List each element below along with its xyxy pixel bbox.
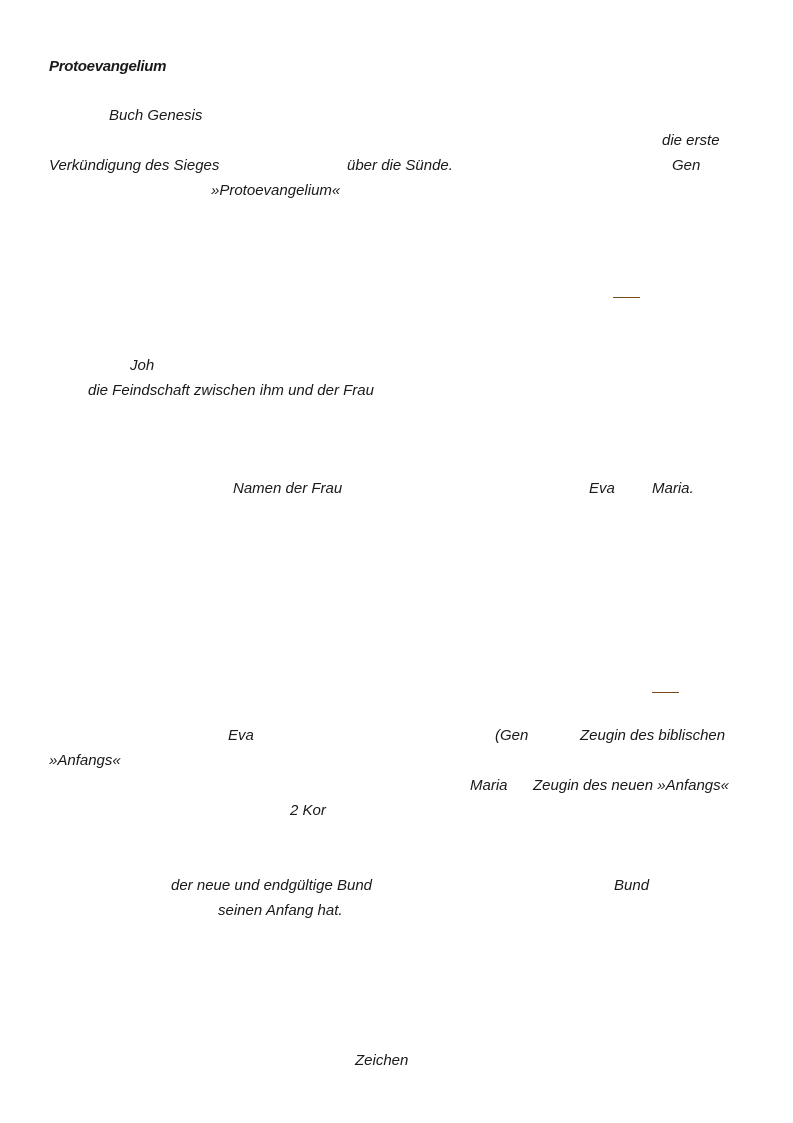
text-fragment: der neue und endgültige Bund	[171, 877, 373, 894]
text-fragment: seinen Anfang hat.	[218, 902, 343, 919]
text-fragment: über die Sünde.	[347, 157, 453, 174]
text-fragment: Zeichen	[355, 1052, 409, 1069]
section-heading: Protoevangelium	[49, 58, 167, 75]
footnote-rule	[613, 297, 640, 298]
text-fragment: Buch Genesis	[109, 107, 203, 124]
text-fragment: Maria	[470, 777, 508, 794]
text-fragment: die Feindschaft zwischen ihm und der Frau	[88, 382, 374, 399]
text-fragment: Joh	[130, 357, 155, 374]
text-fragment: Zeugin des biblischen	[580, 727, 726, 744]
text-fragment: Zeugin des neuen »Anfangs«	[533, 777, 729, 794]
text-fragment: Namen der Frau	[233, 480, 343, 497]
text-fragment: die erste	[662, 132, 720, 149]
text-fragment: (Gen	[495, 727, 529, 744]
text-fragment: Verkündigung des Sieges	[49, 157, 220, 174]
text-fragment: Eva	[589, 480, 615, 497]
text-fragment: Gen	[672, 157, 701, 174]
text-fragment: Bund	[614, 877, 650, 894]
footnote-rule	[652, 692, 679, 693]
text-fragment: »Protoevangelium«	[211, 182, 341, 199]
text-fragment: »Anfangs«	[49, 752, 121, 769]
text-fragment: 2 Kor	[290, 802, 326, 819]
text-fragment: Maria.	[652, 480, 694, 497]
text-fragment: Eva	[228, 727, 254, 744]
